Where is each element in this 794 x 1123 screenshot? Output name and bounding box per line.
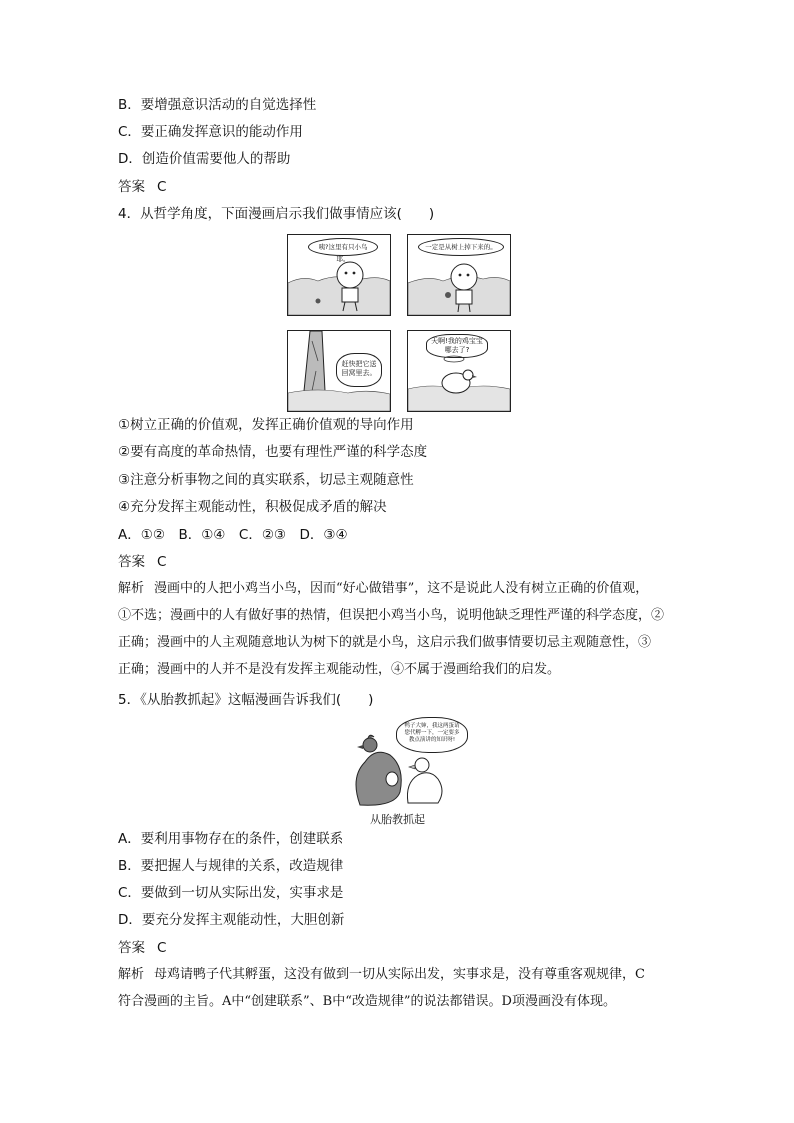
q4-statement-4: ④充分发挥主观能动性，积极促成矛盾的解决 xyxy=(118,499,387,515)
analysis-line xyxy=(118,961,678,988)
q4-statement-2: ②要有高度的革命热情，也要有理性严谨的科学态度 xyxy=(118,444,428,460)
analysis-line: 正确；漫画中的人主观随意地认为树下的就是小鸟，这启示我们做事情要切忌主观随意性，③ xyxy=(118,635,652,650)
q5-comic xyxy=(330,717,470,827)
comic-bubble-3: 赶快把它送回窝里去。 xyxy=(336,353,382,387)
hen-icon xyxy=(408,331,510,411)
comic-bubble-4: 天啊!我的鸡宝宝哪去了? xyxy=(426,334,488,358)
analysis-label: 解析 xyxy=(118,581,145,596)
q5-comic-bubble: 鸭子大婶，我这两蛋请您代孵一下，一定要多教点演讲的知识呀! xyxy=(396,717,468,753)
answer-value: C xyxy=(157,179,167,195)
analysis-line: 正确；漫画中的人并不是没有发挥主观能动性，④不属于漫画给我们的启发。 xyxy=(118,662,561,677)
q5-option-d: D．要充分发挥主观能动性，大胆创新 xyxy=(118,912,345,928)
analysis-text: 漫画中的人把小鸡当小鸟，因而“好心做错事”，这不是说此人没有树立正确的价值观， xyxy=(154,581,649,596)
q4-analysis xyxy=(118,575,678,683)
q4-answer xyxy=(118,553,166,571)
q3-option-b: B．要增强意识活动的自觉选择性 xyxy=(118,97,317,113)
answer-label: 答案 xyxy=(118,940,145,956)
comic-bubble-1: 咦?这里有只小鸟耶。 xyxy=(308,238,378,256)
analysis-line: ①不选；漫画中的人有做好事的热情，但误把小鸡当小鸟，说明他缺乏理性严谨的科学态度，② xyxy=(118,608,665,623)
comic-panel-2 xyxy=(407,234,511,316)
q3-answer xyxy=(118,178,166,196)
analysis-line xyxy=(118,575,678,602)
q4-statement-1: ①树立正确的价值观，发挥正确价值观的导向作用 xyxy=(118,417,414,433)
q3-option-c: C．要正确发挥意识的能动作用 xyxy=(118,124,303,140)
analysis-text: 母鸡请鸭子代其孵蛋，这没有做到一切从实际出发，实事求是，没有尊重客观规律，C xyxy=(154,967,645,982)
q5-answer xyxy=(118,939,166,957)
q4-comic xyxy=(287,234,511,412)
comic-bubble-2: 一定是从树上掉下来的。 xyxy=(418,238,504,256)
boy-figure-icon xyxy=(288,235,390,315)
q5-option-b: B．要把握人与规律的关系，改造规律 xyxy=(118,858,344,874)
comic-panel-1 xyxy=(287,234,391,316)
q5-option-a: A．要利用事物存在的条件，创建联系 xyxy=(118,831,344,847)
q3-option-d: D．创造价值需要他人的帮助 xyxy=(118,151,291,167)
comic-panel-4 xyxy=(407,330,511,412)
q4-stem: 4．从哲学角度，下面漫画启示我们做事情应该( ) xyxy=(118,206,435,222)
analysis-line: 符合漫画的主旨。A中“创建联系”、B中“改造规律”的说法都错误。D项漫画没有体现。 xyxy=(118,994,616,1009)
q5-stem: 5．《从胎教抓起》这幅漫画告诉我们( ) xyxy=(118,692,374,708)
q5-analysis xyxy=(118,961,678,1015)
q5-comic-caption: 从胎教抓起 xyxy=(370,813,425,826)
analysis-label: 解析 xyxy=(118,967,145,982)
q4-options: A．①② B．①④ C．②③ D．③④ xyxy=(118,527,348,543)
boy-figure-icon xyxy=(408,235,510,315)
q5-option-c: C．要做到一切从实际出发，实事求是 xyxy=(118,885,344,901)
answer-label: 答案 xyxy=(118,554,145,570)
answer-value: C xyxy=(157,554,167,570)
q4-statement-3: ③注意分析事物之间的真实联系，切忌主观随意性 xyxy=(118,472,414,488)
answer-value: C xyxy=(157,940,167,956)
answer-label: 答案 xyxy=(118,179,145,195)
comic-panel-3 xyxy=(287,330,391,412)
